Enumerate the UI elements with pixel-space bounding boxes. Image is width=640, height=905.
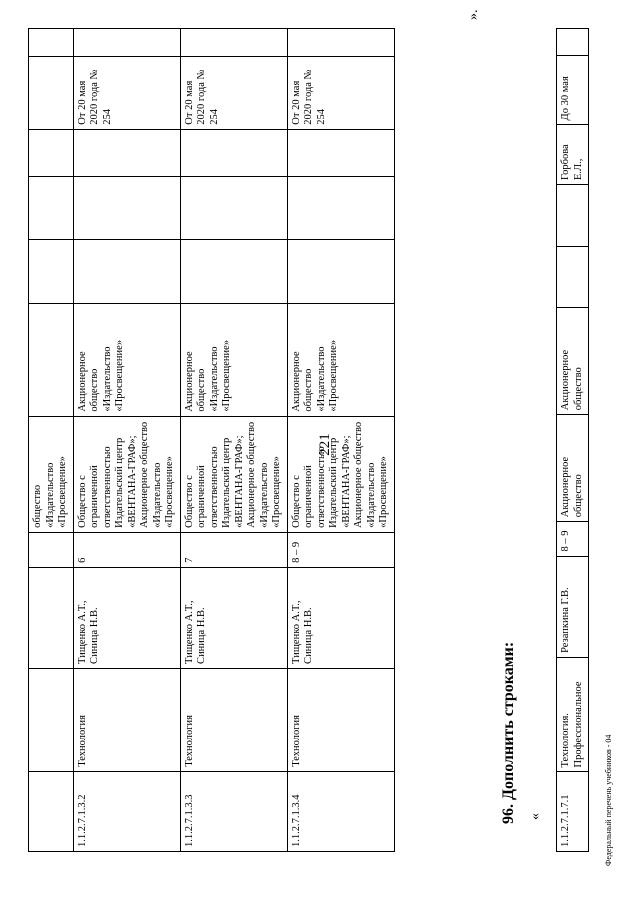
cell-publisher-2: Акционерное общество «Издательство «Просвещение» bbox=[180, 304, 287, 417]
table-row bbox=[180, 29, 287, 852]
page-number: 221 bbox=[316, 433, 333, 456]
cell-responsible bbox=[287, 129, 394, 176]
cell-subject bbox=[29, 668, 74, 771]
cell-empty bbox=[73, 240, 180, 304]
cell-empty bbox=[29, 176, 74, 240]
closing-quote: ». bbox=[466, 9, 481, 20]
cell-date: От 20 мая 2020 года № 254 bbox=[73, 57, 180, 130]
cell-subject: Технология. Профессиональное bbox=[557, 657, 589, 772]
cell-empty bbox=[287, 240, 394, 304]
cell-date bbox=[29, 57, 74, 130]
cell-empty bbox=[73, 176, 180, 240]
cell-class: 8 – 9 bbox=[287, 532, 394, 567]
section-heading: 96. Дополнить строками: bbox=[500, 641, 517, 824]
table-row bbox=[287, 29, 394, 852]
cell-empty bbox=[557, 29, 589, 56]
cell-publisher: Общество с ограниченной ответственностью Издательский центр «ВЕНТАНА-ГРАФ»; Акционерное общество «Издательство «Просвещение» bbox=[180, 416, 287, 532]
cell-empty bbox=[180, 29, 287, 57]
cell-empty bbox=[287, 29, 394, 57]
cell-responsible bbox=[180, 129, 287, 176]
cell-class: 7 bbox=[180, 532, 287, 567]
cell-date: От 20 мая 2020 года № 254 bbox=[287, 57, 394, 130]
cell-publisher-2: Акционерное общество bbox=[557, 308, 589, 415]
cell-publisher: Акционерное общество bbox=[557, 415, 589, 522]
cell-authors: Резапкина Г.В. bbox=[557, 556, 589, 657]
cell-publisher: Общество с ограниченной ответственностью Издательский центр «ВЕНТАНА-ГРАФ»; Акционерное общество «Издательство «Просвещение» bbox=[73, 416, 180, 532]
cell-empty bbox=[180, 240, 287, 304]
added-rows-table bbox=[556, 28, 589, 852]
cell-code: 1.1.2.7.1.3.3 bbox=[180, 771, 287, 851]
cell-publisher: Общество с ограниченной ответственностью Издательский центр «ВЕНТАНА-ГРАФ»; Акционерное общество «Издательство «Просвещение» bbox=[287, 416, 394, 532]
cell-publisher-2: Акционерное общество «Издательство «Просвещение» bbox=[287, 304, 394, 417]
cell-empty bbox=[180, 176, 287, 240]
cell-subject: Технология bbox=[180, 668, 287, 771]
cell-authors: Тищенко А.Т., Синица Н.В. bbox=[180, 567, 287, 668]
cell-authors: Тищенко А.Т., Синица Н.В. bbox=[287, 567, 394, 668]
cell-code bbox=[29, 771, 74, 851]
table-row bbox=[557, 29, 589, 852]
cell-publisher-2: Акционерное общество «Издательство «Просвещение» bbox=[73, 304, 180, 417]
table-row bbox=[29, 29, 74, 852]
opening-quote: « bbox=[528, 813, 543, 820]
cell-empty bbox=[29, 240, 74, 304]
cell-subject: Технология bbox=[73, 668, 180, 771]
footer-note: Федеральный перечень учебников - 04 bbox=[604, 734, 613, 866]
textbook-table bbox=[28, 28, 395, 852]
cell-responsible bbox=[73, 129, 180, 176]
cell-responsible bbox=[29, 129, 74, 176]
cell-class bbox=[29, 532, 74, 567]
cell-class: 6 bbox=[73, 532, 180, 567]
cell-responsible: Горбова Е.Л., bbox=[557, 125, 589, 185]
cell-authors: Тищенко А.Т., Синица Н.В. bbox=[73, 567, 180, 668]
cell-code: 1.1.2.7.1.3.2 bbox=[73, 771, 180, 851]
cell-code: 1.1.2.7.1.3.4 bbox=[287, 771, 394, 851]
cell-empty bbox=[29, 29, 74, 57]
cell-publisher: общество «Издательство «Просвещение» bbox=[29, 416, 74, 532]
cell-date: До 30 мая bbox=[557, 56, 589, 125]
cell-code: 1.1.2.7.1.7.1 bbox=[557, 772, 589, 852]
table-row bbox=[73, 29, 180, 852]
cell-class: 8 – 9 bbox=[557, 522, 589, 556]
cell-empty bbox=[73, 29, 180, 57]
cell-publisher-2 bbox=[29, 304, 74, 417]
cell-empty bbox=[557, 185, 589, 247]
cell-subject: Технология bbox=[287, 668, 394, 771]
cell-date: От 20 мая 2020 года № 254 bbox=[180, 57, 287, 130]
cell-empty bbox=[557, 246, 589, 308]
cell-empty bbox=[287, 176, 394, 240]
cell-authors bbox=[29, 567, 74, 668]
